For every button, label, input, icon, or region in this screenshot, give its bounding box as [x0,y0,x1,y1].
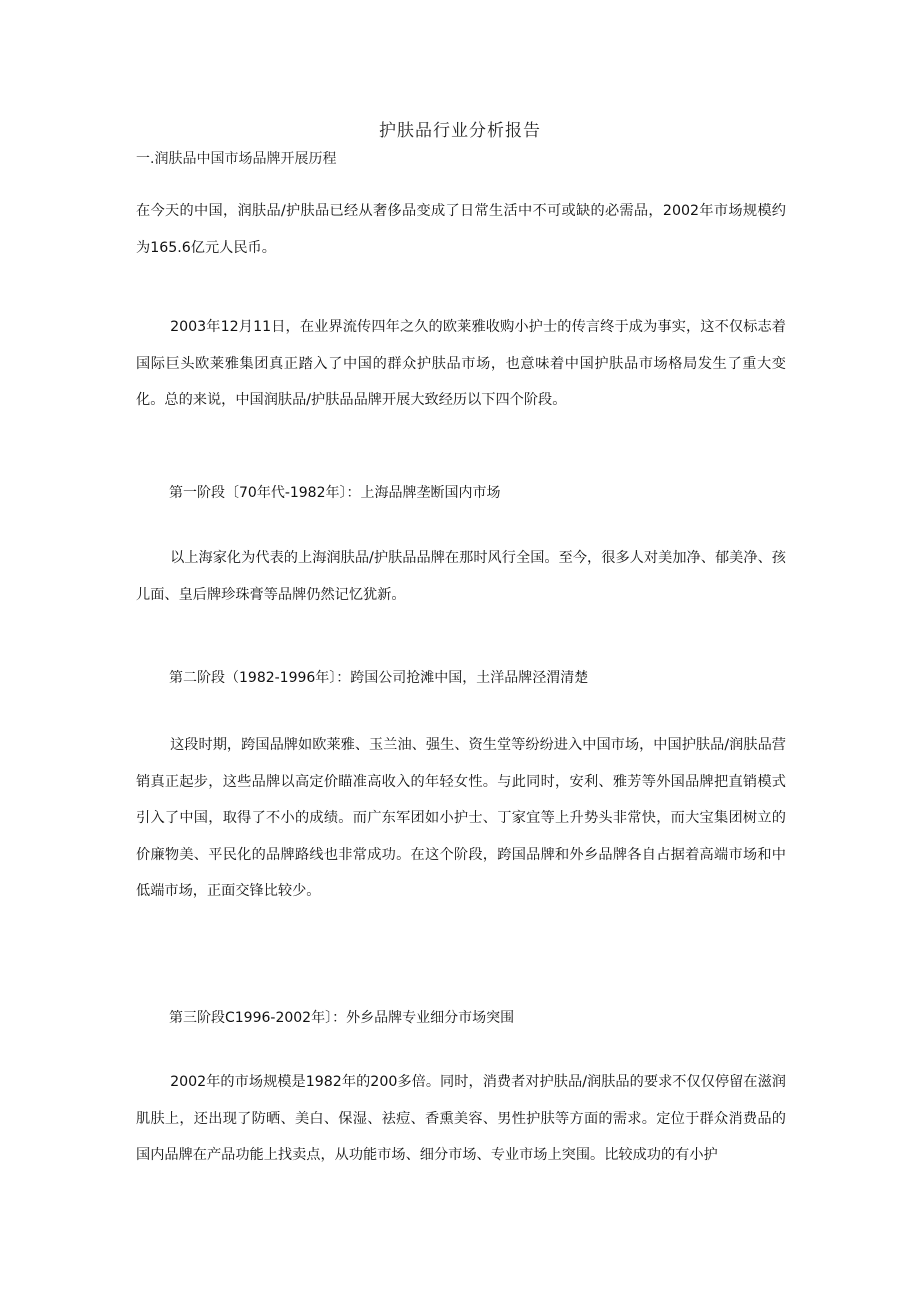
paragraph-loreal-acquisition: 2003年12月11日，在业界流传四年之久的欧莱雅收购小护士的传言终于成为事实，这不仅标志着国际巨头欧莱雅集团真正踏入了中国的群众护肤品市场，也意味着中国护肤品市场格局发生了重大变化。总的来说，中国润肤品/护肤品品牌开展大致经历以下四个阶段。 [136,319,786,408]
stage-heading-1: 第一阶段〔70年代-1982年〕：上海品牌垄断国内市场 [169,485,501,501]
stage-heading-3: 第三阶段C1996-2002年〕：外乡品牌专业细分市场突围 [169,1010,515,1026]
paragraph-multinational-entry: 这段时期，跨国品牌如欧莱雅、玉兰油、强生、资生堂等纷纷进入中国市场，中国护肤品/润肤品营销真正起步，这些品牌以高定价瞄准高收入的年轻女性。与此同时，安利、雅芳等外国品牌把直销模式引入了中国，取得了不小的成绩。而广东军团如小护士、丁家宜等上升势头非常快，而大宝集团树立的价廉物美、平民化的品牌路线也非常成功。在这个阶段，跨国品牌和外乡品牌各自占据着高端市场和中低端市场，正面交锋比较少。 [136,737,786,899]
paragraph-market-intro: 在今天的中国，润肤品/护肤品已经从奢侈品变成了日常生活中不可或缺的必需品，2002年市场规模约为165.6亿元人民币。 [136,203,786,256]
document-title: 护肤品行业分析报告 [379,121,541,141]
paragraph-market-segmentation: 2002年的市场规模是1982年的200多倍。同时，消费者对护肤品/润肤品的要求不仅仅停留在滋润肌肤上，还出现了防晒、美白、保湿、祛痘、香熏美容、男性护肤等方面的需求。定位于群众消费品的国内品牌在产品功能上找卖点，从功能市场、细分市场、专业市场上突围。比较成功的有小护 [136,1074,786,1163]
paragraph-shanghai-brands: 以上海家化为代表的上海润肤品/护肤品品牌在那时风行全国。至今，很多人对美加净、郁美净、孩儿面、皇后牌珍珠膏等品牌仍然记忆犹新。 [136,550,786,603]
section-heading: 一.润肤品中国市场品牌开展历程 [136,151,337,167]
stage-heading-2: 第二阶段（1982-1996年〕：跨国公司抢滩中国，土洋品牌泾渭清楚 [169,670,589,686]
